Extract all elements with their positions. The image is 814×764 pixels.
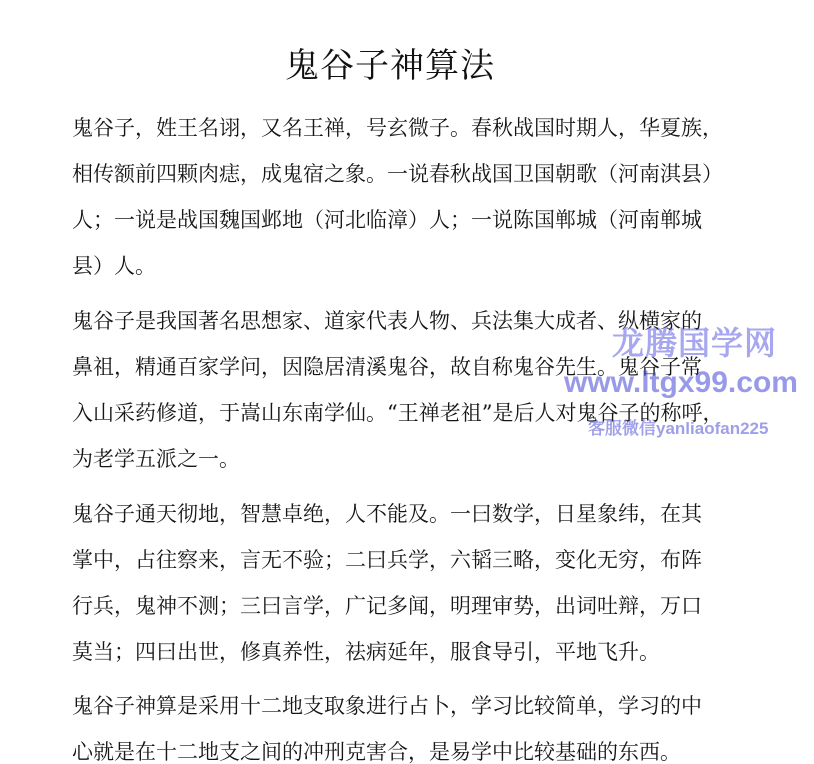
paragraph-3 <box>72 491 732 675</box>
paragraph-line: 鼻祖，精通百家学问，因隐居清溪鬼谷，故自称鬼谷先生。鬼谷子常 <box>72 355 702 379</box>
paragraph-line: 人；一说是战国魏国邺地（河北临漳）人；一说陈国郸城（河南郸城 <box>72 208 702 232</box>
paragraph-line: 鬼谷子通天彻地，智慧卓绝，人不能及。一曰数学，日星象纬，在其 <box>72 502 702 526</box>
paragraph-line: 鬼谷子神算是采用十二地支取象进行占卜，学习比较简单，学习的中 <box>72 694 702 718</box>
watermark-site-name: 龙腾国学网 <box>612 325 778 361</box>
document-title: 鬼谷子神算法 <box>285 46 495 86</box>
watermark-url: www.ltgx99.com <box>564 366 798 399</box>
paragraph-line: 鬼谷子是我国著名思想家、道家代表人物、兵法集大成者、纵横家的 <box>72 309 702 333</box>
paragraph-line: 相传额前四颗肉痣，成鬼宿之象。一说春秋战国卫国朝歌（河南淇县） <box>72 162 723 186</box>
paragraph-line: 莫当；四曰出世，修真养性，祛病延年，服食导引，平地飞升。 <box>72 640 660 664</box>
paragraph-line: 鬼谷子，姓王名诩，又名王禅，号玄微子。春秋战国时期人，华夏族， <box>72 116 723 140</box>
paragraph-line: 行兵，鬼神不测；三曰言学，广记多闻，明理审势，出词吐辩，万口 <box>72 594 702 618</box>
paragraph-4 <box>72 683 732 764</box>
paragraph-2 <box>72 298 732 482</box>
paragraph-line: 入山采药修道，于嵩山东南学仙。“王禅老祖”是后人对鬼谷子的称呼， <box>72 401 724 425</box>
paragraph-line: 为老学五派之一。 <box>72 447 240 471</box>
watermark-contact: 客服微信yanliaofan225 <box>588 419 769 438</box>
paragraph-line: 掌中，占往察来，言无不验；二曰兵学，六韬三略，变化无穷，布阵 <box>72 548 702 572</box>
paragraph-1 <box>72 105 732 289</box>
paragraph-line: 心就是在十二地支之间的冲刑克害合，是易学中比较基础的东西。 <box>72 740 681 764</box>
paragraph-line: 县）人。 <box>72 254 156 278</box>
